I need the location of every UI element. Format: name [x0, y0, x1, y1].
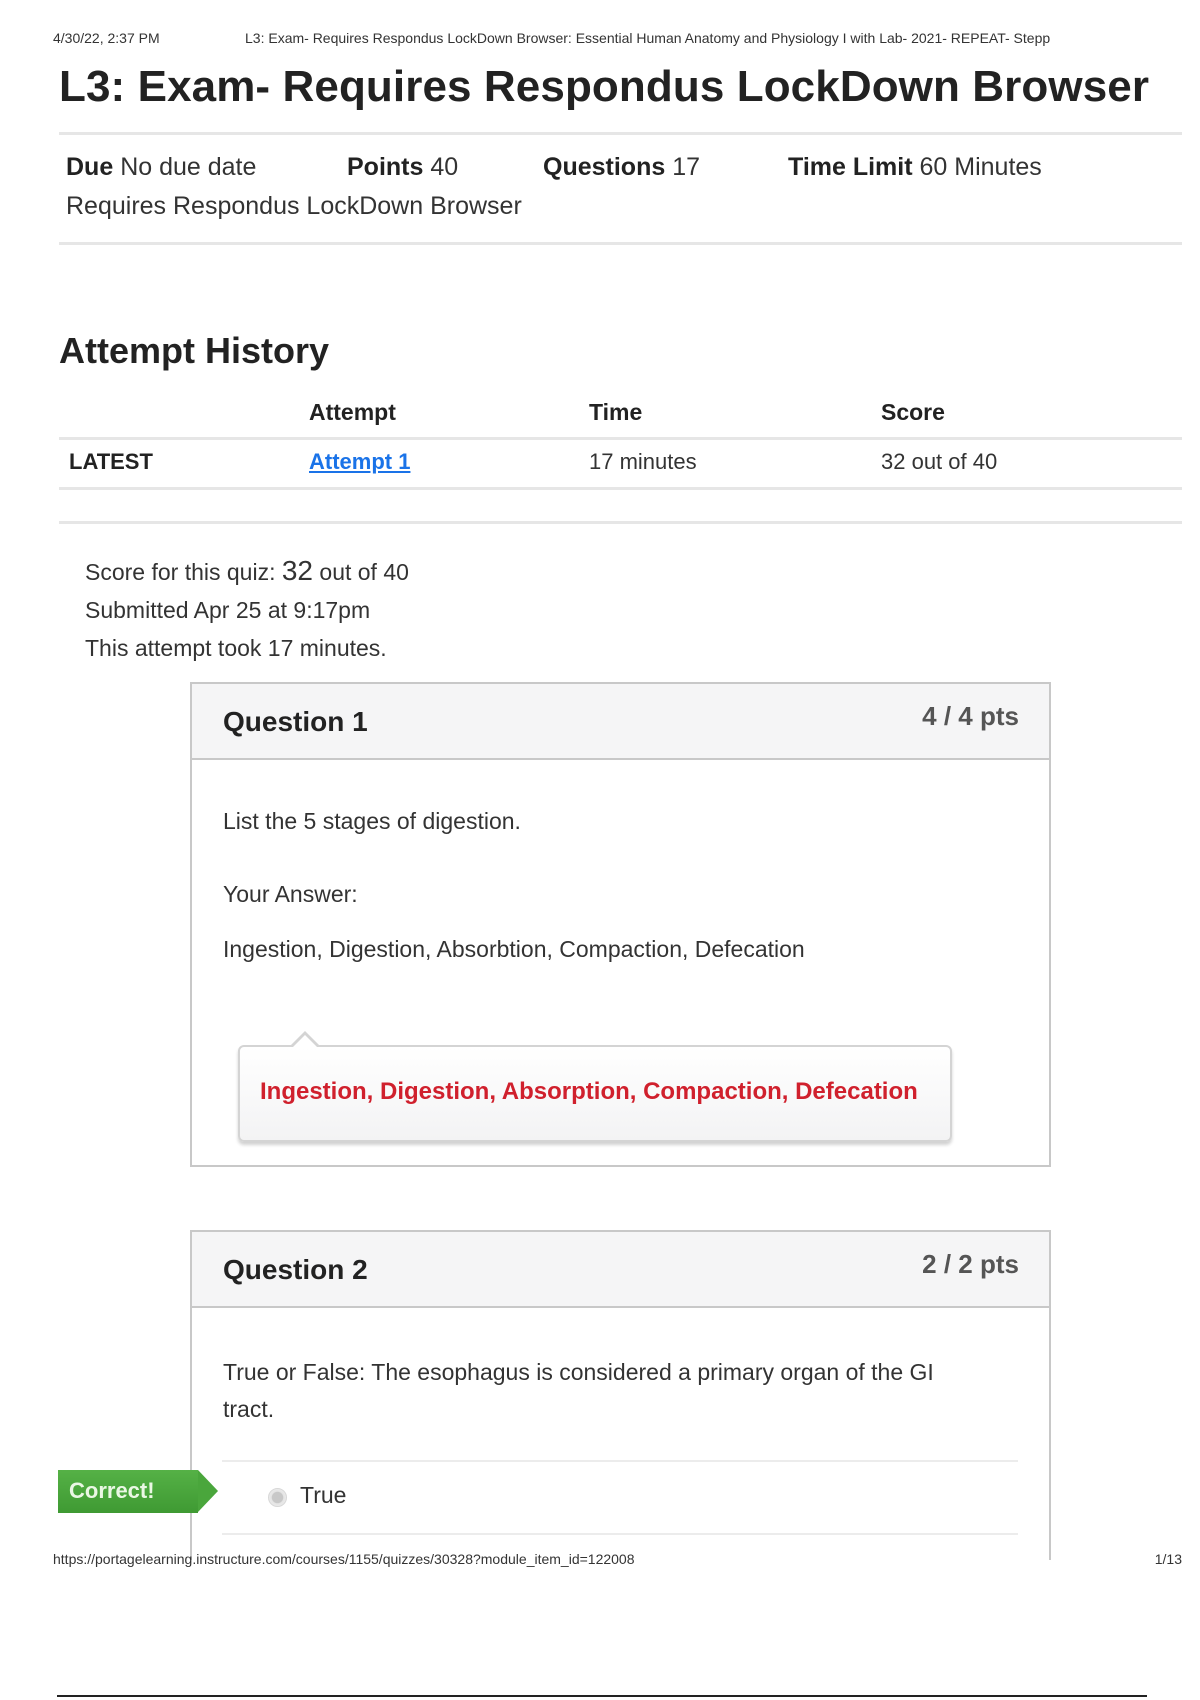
- question-2: [190, 1230, 1051, 1560]
- divider: [59, 242, 1182, 245]
- answer-divider: [222, 1533, 1018, 1535]
- question-points: 4 / 4 pts: [922, 701, 1019, 731]
- your-answer: Ingestion, Digestion, Absorbtion, Compaction, Defecation: [223, 936, 805, 962]
- meta-time-limit: Time Limit 60 Minutes: [788, 153, 1042, 181]
- meta-due: Due No due date: [66, 153, 257, 181]
- question-prompt: List the 5 stages of digestion.: [223, 808, 521, 834]
- lockdown-requirement: Requires Respondus LockDown Browser: [66, 192, 522, 220]
- divider: [59, 132, 1182, 135]
- print-datetime: 4/30/22, 2:37 PM: [53, 30, 160, 46]
- latest-tag: LATEST: [69, 449, 153, 474]
- score-value: 32: [281, 555, 314, 586]
- page-title: L3: Exam- Requires Respondus LockDown Browser: [59, 62, 1150, 111]
- correct-flag: [58, 1470, 218, 1513]
- column-header-score: Score: [881, 399, 945, 425]
- page-bottom-rule: [57, 1695, 1147, 1697]
- meta-questions: Questions 17: [543, 153, 701, 181]
- question-name: Question 2: [223, 1254, 368, 1285]
- attempt-1-link[interactable]: Attempt 1: [309, 449, 411, 474]
- your-answer-label: Your Answer:: [223, 881, 358, 907]
- question-name: Question 1: [223, 706, 368, 737]
- table-row-divider: [59, 487, 1182, 490]
- print-footer-url: https://portagelearning.instructure.com/courses/1155/quizzes/30328?module_item_id=122008: [53, 1551, 635, 1567]
- answer-radio-true[interactable]: [268, 1488, 287, 1507]
- attempt-time: 17 minutes: [589, 449, 697, 474]
- correct-answer-callout: [238, 1045, 952, 1142]
- print-doc-title: L3: Exam- Requires Respondus LockDown Browser: Essential Human Anatomy and Physiology I with Lab- 2021- REPEAT- Stepp: [245, 30, 1051, 46]
- attempt-duration: This attempt took 17 minutes.: [85, 635, 387, 661]
- table-header-divider: [59, 437, 1182, 440]
- correct-answer-text: Ingestion, Digestion, Absorption, Compaction, Defecation: [260, 1078, 918, 1105]
- score-summary: [85, 552, 409, 667]
- correct-flag-label: Correct!: [69, 1478, 155, 1503]
- print-page-number: 1/13: [1154, 1551, 1182, 1567]
- question-prompt-line-1: True or False: The esophagus is considered a primary organ of the GI: [223, 1359, 934, 1385]
- question-prompt-line-2: tract.: [223, 1396, 275, 1422]
- column-header-attempt: Attempt: [309, 399, 396, 425]
- attempt-score: 32 out of 40: [881, 449, 998, 474]
- answer-divider: [222, 1460, 1018, 1462]
- column-header-time: Time: [589, 399, 643, 425]
- meta-points: Points 40: [347, 153, 459, 181]
- attempt-history-title: Attempt History: [59, 330, 330, 371]
- question-points: 2 / 2 pts: [922, 1249, 1019, 1279]
- divider: [59, 521, 1182, 524]
- question-header: [192, 684, 1049, 760]
- answer-label-true: True: [300, 1482, 347, 1508]
- quiz-score: Score for this quiz: 32 out of 40: [85, 555, 409, 586]
- print-header: [0, 30, 1200, 50]
- submitted-at: Submitted Apr 25 at 9:17pm: [85, 597, 371, 623]
- flag-arrow-icon: [198, 1470, 218, 1512]
- question-header: [192, 1232, 1049, 1308]
